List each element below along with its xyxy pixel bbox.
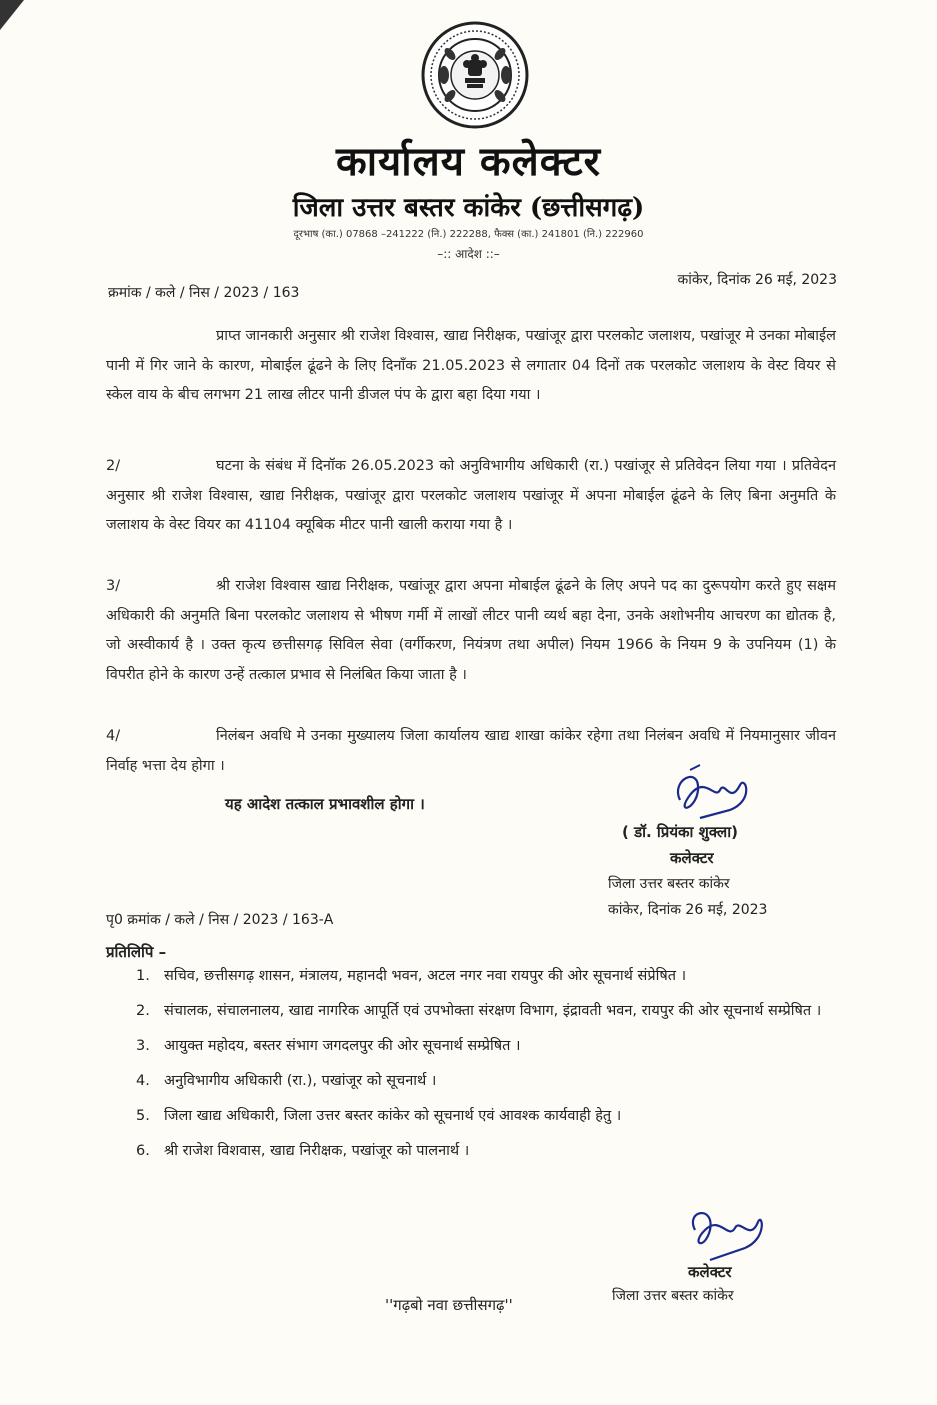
- list-item: [136, 997, 846, 1026]
- signatory-district: जिला उत्तर बस्तर कांकेर: [608, 876, 730, 892]
- paragraph-text: घटना के संबंध में दिनॉक 26.05.2023 को अनुविभागीय अधिकारी (रा.) पखांजूर से प्रतिवेदन लिया गया । प्रतिवेदन अनुसार श्री राजेश विश्वास, खाद्य निरीक्षक, पखांजूर द्वारा परलकोट जलाशय पखांजूर में अपना मोबाईल ढूंढने के लिए बिना अनुमति के जलाशय के वेस्ट वियर का 41104 क्यूबिक मीटर पानी खाली कराया गया है ।: [106, 458, 836, 533]
- list-item: [136, 962, 846, 991]
- list-number: 3.: [136, 1038, 150, 1054]
- signature-icon: [660, 760, 760, 830]
- list-number: 6.: [136, 1143, 150, 1159]
- list-number: 1.: [136, 968, 150, 984]
- signature-icon: [680, 1200, 770, 1270]
- reference-number: क्रमांक / कले / निस / 2023 / 163: [108, 285, 300, 301]
- government-seal-icon: [420, 20, 530, 130]
- list-number: 4.: [136, 1073, 150, 1089]
- list-item: [136, 1137, 846, 1166]
- paragraph-text: निलंबन अवधि मे उनका मुख्यालय जिला कार्यालय खाद्य शाखा कांकेर रहेगा तथा निलंबन अवधि में नियमानुसार जीवन निर्वाह भत्ता देय होगा ।: [106, 728, 836, 774]
- office-title: कार्यालय कलेक्टर: [335, 138, 602, 185]
- district-title: जिला उत्तर बस्तर कांकेर (छत्तीसगढ़): [292, 193, 645, 223]
- copy-reference-number: पृ0 क्रमांक / कले / निस / 2023 / 163-A: [106, 912, 334, 928]
- list-item: [136, 1067, 846, 1096]
- list-number: 5.: [136, 1108, 150, 1124]
- list-number: 2.: [136, 1003, 150, 1019]
- signatory-district: जिला उत्तर बस्तर कांकेर: [612, 1288, 734, 1304]
- list-text: संचालक, संचालनालय, खाद्य नागरिक आपूर्ति एवं उपभोक्ता संरक्षण विभाग, इंद्रावती भवन, रायपुर की ओर सूचनार्थ सम्प्रेषित ।: [164, 1003, 822, 1019]
- page-corner-shadow: [0, 0, 24, 30]
- paragraph-text: श्री राजेश विश्वास खाद्य निरीक्षक, पखांजूर द्वारा अपना मोबाईल ढूंढने के लिए अपने पद का दुरूपयोग करते हुए सक्षम अधिकारी की अनुमति बिना परलकोट जलाशय से भीषण गर्मी में लाखों लीटर पानी व्यर्थ बहा देना, उनके अशोभनीय आचरण का द्योतक है, जो अस्वीकार्य है । उक्त कृत्य छत्तीसगढ़ सिविल सेवा (वर्गीकरण, नियंत्रण तथा अपील) नियम 1966 के नियम 9 के उपनियम (1) के विपरीत होने के कारण उन्हें तत्काल प्रभाव से निलंबित किया जाता है ।: [106, 578, 836, 683]
- paragraph-3: [106, 572, 836, 690]
- paragraph-number: 3/: [106, 578, 121, 594]
- list-item: [136, 1102, 846, 1131]
- paragraph-1: [106, 322, 836, 411]
- list-text: अनुविभागीय अधिकारी (रा.), पखांजूर को सूचनार्थ ।: [164, 1073, 437, 1089]
- list-text: श्री राजेश विशवास, खाद्य निरीक्षक, पखांजूर को पालनार्थ ।: [164, 1143, 470, 1159]
- order-label: –:: आदेश ::–: [437, 247, 500, 261]
- paragraph-number: 4/: [106, 728, 121, 744]
- order-date: कांकेर, दिनांक 26 मई, 2023: [677, 272, 837, 288]
- signatory-designation: कलेक्टर: [670, 849, 714, 867]
- list-text: आयुक्त महोदय, बस्तर संभाग जगदलपुर की ओर सूचनार्थ सम्प्रेषित ।: [164, 1038, 521, 1054]
- paragraph-2: [106, 452, 836, 541]
- list-item: [136, 1032, 846, 1061]
- signatory-date: कांकेर, दिनांक 26 मई, 2023: [608, 902, 768, 918]
- signatory-name: ( डॉ. प्रियंका शुक्ला): [622, 823, 738, 841]
- paragraph-number: 2/: [106, 458, 121, 474]
- paragraph-text: प्राप्त जानकारी अनुसार श्री राजेश विश्वास, खाद्य निरीक्षक, पखांजूर द्वारा परलकोट जलाशय, पखांजूर मे उनका मोबाईल पानी में गिर जाने के कारण, मोबाईल ढूंढने के लिए दिनाँक 21.05.2023 से लगातार 04 दिनों तक परलकोट जलाशय के वेस्ट वियर से स्केल वाय के बीच लगभग 21 लाख लीटर पानी डीजल पंप के द्वारा बहा दिया गया ।: [106, 328, 836, 403]
- signatory-designation: कलेक्टर: [688, 1263, 732, 1281]
- copy-list: [136, 962, 846, 1172]
- list-text: सचिव, छत्तीसगढ़ शासन, मंत्रालय, महानदी भवन, अटल नगर नवा रायपुर की ओर सूचनार्थ संप्रेषित ।: [164, 968, 687, 984]
- motto: ''गढ़बो नवा छत्तीसगढ़'': [385, 1296, 513, 1314]
- effective-statement: यह आदेश तत्काल प्रभावशील होगा ।: [225, 795, 425, 813]
- copy-label: प्रतिलिपि –: [106, 943, 167, 961]
- list-text: जिला खाद्य अधिकारी, जिला उत्तर बस्तर कांकेर को सूचनार्थ एवं आवश्क कार्यवाही हेतु ।: [164, 1108, 622, 1124]
- contact-line: दूरभाष (का.) 07868 –241222 (नि.) 222288, फैक्स (का.) 241801 (नि.) 222960: [293, 229, 644, 240]
